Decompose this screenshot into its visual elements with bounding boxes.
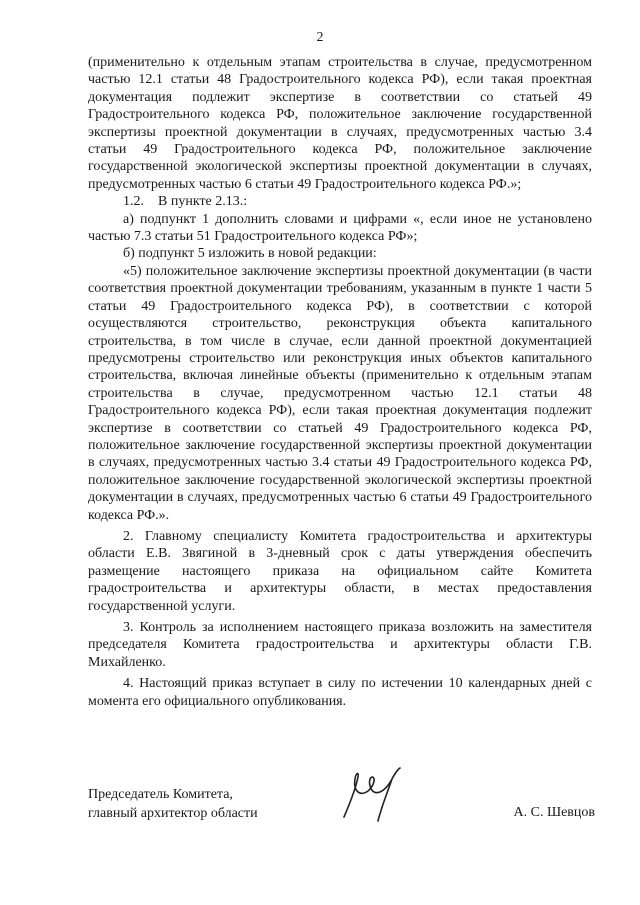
paragraph-new-wording: «5) положительное заключение экспертизы проектной документации (в части соответствия проектной документации требованиям, указанным в пункте 1 части 5 статьи 49 Градостроительного кодекса РФ), в соответствии с которой осуществляются строительство, реконструкция объекта капитального строительства, в том числе в случае, если данной проектной документацией предусмотрены строительство или реконструкция иных объектов капитального строительства, включая линейные объекты (применительно к отдельным этапам строительства в случае, предусмотренном частью 12.1 статьи 48 Градостроительного кодекса РФ), если такая проектная документация подлежит экспертизе в соответствии со статьей 49 Градостроительного кодекса РФ, положительное заключение государственной экспертизы проектной документации в случаях, предусмотренных частью 3.4 статьи 49 Градостроительного кодекса РФ, положительное заключение государственной экологической экспертизы проектной документации в случаях, предусмотренных частью 6 статьи 49 Градостроительного кодекса РФ.».: [88, 263, 592, 523]
signatory-title: [88, 786, 258, 823]
page-number: 2: [316, 30, 324, 45]
paragraph-item-2: 2. Главному специалисту Комитета градостроительства и архитектуры области Е.В. Звягиной в 3-дневный срок с даты утверждения обеспечить размещение настоящего приказа на официальном сайте Комитета градостроительства и архитектуры области, в местах предоставления государственной услуги.: [88, 528, 592, 614]
document-body: [88, 54, 592, 710]
paragraph-1-2: 1.2. В пункте 2.13.:: [123, 194, 248, 210]
signatory-title-line-1: Председатель Комитета,: [88, 787, 233, 802]
signer-name: А. С. Шевцов: [513, 805, 595, 820]
handwritten-signature: [338, 765, 408, 825]
paragraph-continuation: (применительно к отдельным этапам строительства в случае, предусмотренном частью 12.1 статьи 48 Градостроительного кодекса РФ), если такая проектная документация подлежит экспертизе в соответствии со статьей 49 Градостроительного кодекса РФ, положительное заключение государственной экспертизы проектной документации в случаях, предусмотренных частью 3.4 статьи 49 Градостроительного кодекса РФ, положительное заключение государственной экологической экспертизы проектной документации в случаях, предусмотренных частью 6 статьи 49 Градостроительного кодекса РФ.»;: [88, 55, 592, 192]
paragraph-item-3: 3. Контроль за исполнением настоящего приказа возложить на заместителя председателя Комитета градостроительства и архитектуры области Г.В. Михайленко.: [88, 620, 592, 670]
paragraph-subitem-b: б) подпункт 5 изложить в новой редакции:: [123, 246, 377, 262]
paragraph-item-4: 4. Настоящий приказ вступает в силу по истечении 10 календарных дней с момента его официального опубликования.: [88, 676, 592, 709]
paragraph-subitem-a: а) подпункт 1 дополнить словами и цифрами «, если иное не установлено частью 7.3 статьи 51 Градостроительного кодекса РФ»;: [88, 211, 592, 245]
signatory-title-line-2: главный архитектор области: [88, 805, 258, 821]
